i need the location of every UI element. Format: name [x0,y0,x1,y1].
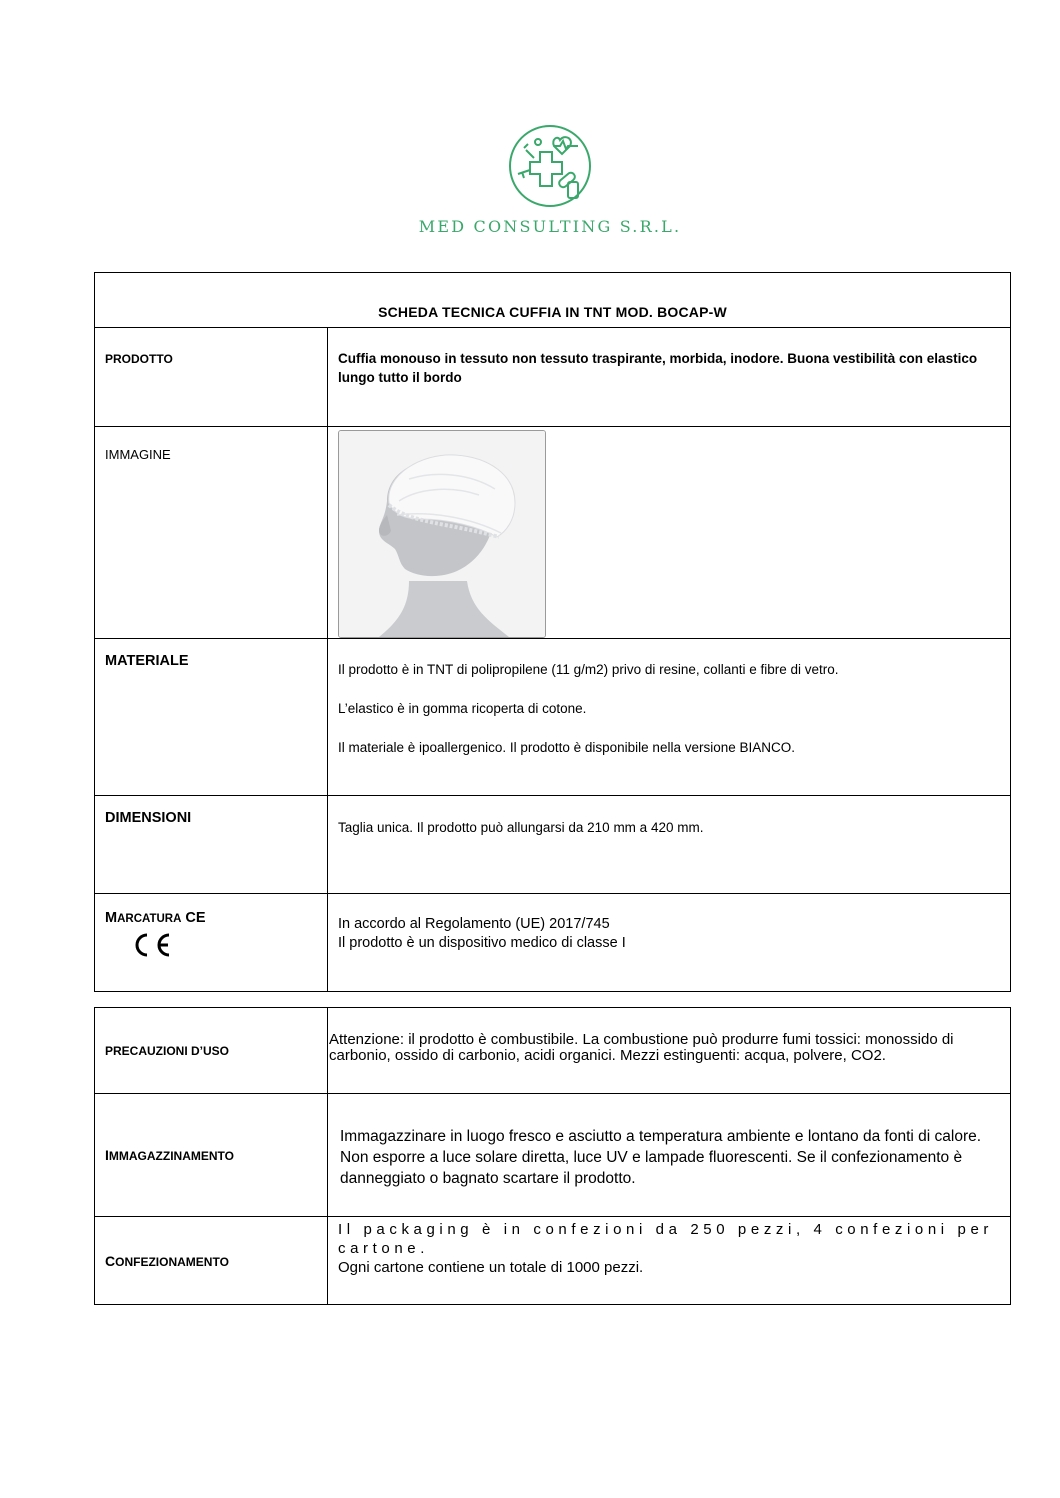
value-immagazzinamento: Immagazzinare in luogo fresco e asciutto a temperatura ambiente e lontano da fonti di calore. Non esporre a luce solare diretta, luce UV e lampade fluorescenti. Se il confezionamento è danneggiato o bagnato scartare il prodotto. [328,1094,1011,1217]
materiale-line-3: Il materiale è ipoallergenico. Il prodotto è disponibile nella versione BIANCO. [338,740,795,755]
label-marcatura [95,894,328,992]
label-materiale: MATERIALE [95,639,328,796]
confezionamento-line-2: Ogni cartone contiene un totale di 1000 pezzi. [338,1259,644,1276]
row-materiale [95,639,1011,796]
row-dimensioni [95,796,1011,894]
label-immagazzinamento-first: I [105,1147,109,1163]
label-immagazzinamento [95,1094,328,1217]
value-materiale [328,639,1011,796]
value-dimensioni: Taglia unica. Il prodotto può allungarsi da 210 mm a 420 mm. [328,796,1011,894]
label-marcatura-ce: CE [181,910,206,926]
company-logo [0,118,1060,214]
spec-table [94,272,1011,992]
label-confezionamento-rest: ONFEZIONAMENTO [115,1254,229,1269]
confezionamento-line-1: Il packaging è in confezioni da 250 pezzi, 4 confezioni per cartone. [338,1221,993,1257]
label-marcatura-rest: ARCATURA [117,913,182,925]
value-prodotto: Cuffia monouso in tessuto non tessuto traspirante, morbida, inodore. Buona vestibilità con elastico lungo tutto il bordo [328,328,1011,427]
sheet-title: SCHEDA TECNICA CUFFIA IN TNT MOD. BOCAP-W [378,304,727,320]
label-dimensioni: DIMENSIONI [95,796,328,894]
ce-mark-icon [127,932,173,958]
row-marcatura [95,894,1011,992]
value-marcatura [328,894,1011,992]
label-confezionamento [95,1217,328,1305]
label-confezionamento-first: C [105,1252,116,1269]
mannequin-with-cap-image [339,431,545,637]
row-precauzioni [95,1008,1011,1094]
value-precauzioni: Attenzione: il prodotto è combustibile. La combustione può produrre fumi tossici: monossido di carbonio, ossido di carbonio, acidi organici. Mezzi estinguenti: acqua, polvere, CO2. [328,1008,1011,1094]
materiale-line-1: Il prodotto è in TNT di polipropilene (11 g/m2) privo di resine, collanti e fibre di vetro. [338,662,839,677]
label-immagine: IMMAGINE [95,427,328,639]
value-immagine [328,427,1011,639]
label-prodotto: PRODOTTO [95,328,328,427]
marcatura-line-1: In accordo al Regolamento (UE) 2017/745 [338,916,610,932]
value-confezionamento [328,1217,1011,1305]
label-marcatura-first: M [105,910,118,926]
label-precauzioni: PRECAUZIONI D’USO [95,1008,328,1094]
row-prodotto [95,328,1011,427]
product-image [338,430,546,638]
row-immagine [95,427,1011,639]
row-immagazzinamento [95,1094,1011,1217]
marcatura-line-2: Il prodotto è un dispositivo medico di classe I [338,935,626,951]
medical-logo-icon [502,118,598,214]
label-immagazzinamento-rest: MMAGAZZINAMENTO [108,1149,234,1163]
company-name: MED CONSULTING S.R.L. [418,217,682,236]
usage-table [94,1007,1011,1305]
sheet-title-cell [95,273,1011,328]
materiale-line-2: L’elastico è in gomma ricoperta di cotone. [338,701,587,716]
row-confezionamento [95,1217,1011,1305]
